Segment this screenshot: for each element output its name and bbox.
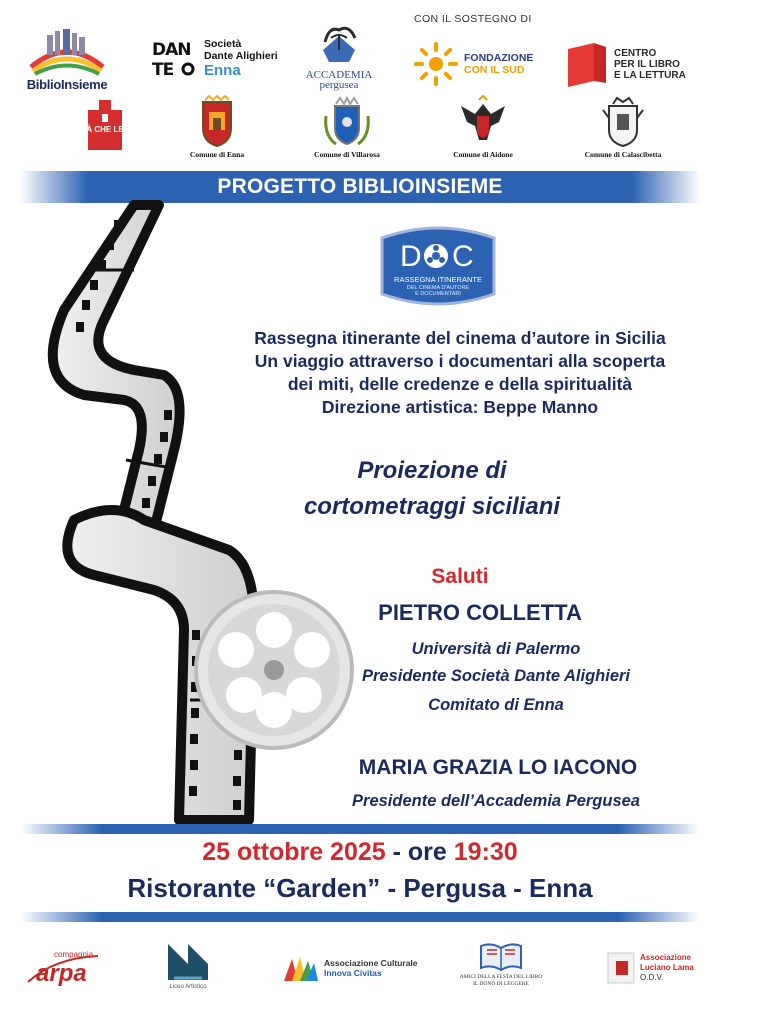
dante-line3: Enna	[204, 61, 241, 79]
lama-line1: Associazione	[640, 953, 692, 962]
speaker1-role1: Università di Palermo	[411, 640, 581, 658]
comune-villarosa	[292, 96, 402, 168]
accademia-line2: pergusea	[319, 79, 359, 91]
amici-line1: AMICI DELLA FESTA DEL LIBRO	[459, 974, 543, 980]
proiezione-line1: Proiezione di	[357, 457, 507, 484]
lama-line3: O.D.V.	[640, 973, 664, 982]
accademia-line1: ACCADEMIA	[305, 69, 373, 81]
amici-line2: IL DONO DI LEGGERE	[473, 981, 529, 987]
lama-line2: Luciano Lama	[640, 963, 694, 972]
saluti-heading: Saluti	[431, 565, 489, 588]
innova-civitas-logo	[282, 938, 418, 998]
comune-aidone	[428, 96, 538, 168]
event-date: 25 ottobre 2025	[202, 838, 386, 866]
svg-text:TE: TE	[152, 60, 174, 80]
rassegna-line3: dei miti, delle credenze e della spiritualità	[287, 374, 633, 394]
biblioinsieme-emblem-icon	[25, 27, 109, 75]
event-date-line	[0, 838, 720, 867]
aidone-eagle-icon	[457, 96, 509, 148]
speaker1-name: PIETRO COLLETTA	[378, 600, 582, 625]
doc-left-d: D	[400, 240, 422, 273]
comune-enna-label: Comune di Enna	[189, 150, 245, 159]
title-banner	[20, 171, 700, 203]
centro-line3: E LA LETTURA	[614, 69, 686, 81]
sostegno-label: CON IL SOSTEGNO DI	[414, 13, 532, 25]
event-time: 19:30	[453, 838, 518, 866]
calascibetta-crest-icon	[599, 96, 647, 148]
biblioinsieme-label: BiblioInsieme	[26, 77, 108, 92]
sun-icon	[412, 40, 460, 88]
comune-villarosa-label: Comune di Villarosa	[314, 150, 380, 159]
citta-che-legge-icon	[68, 96, 142, 154]
svg-text:DAN: DAN	[152, 40, 191, 60]
fondazione-line2: CON IL SUD	[464, 64, 525, 76]
speaker2-role: Presidente dell’Accademia Pergusea	[352, 792, 640, 810]
doc-line2: DEL CINEMA D'AUTORE	[406, 285, 470, 291]
doc-line3: E DOCUMENTARI	[415, 291, 461, 297]
luciano-lama-logo	[606, 938, 694, 998]
citta-che-legge-text: CITTÀ CHE LEGGE	[68, 125, 142, 134]
rassegna-line1: Rassegna itinerante del cinema d’autore in Sicilia	[254, 328, 666, 348]
doc-rassegna-logo	[372, 218, 504, 314]
lama-square-icon	[606, 951, 636, 985]
dante-alighieri-logo	[152, 36, 282, 80]
proiezione-line2: cortometraggi siciliani	[303, 493, 561, 520]
liceo-artistico-logo	[160, 938, 216, 998]
rassegna-line4: Direzione artistica: Beppe Manno	[321, 397, 599, 417]
arpa-big-text: arpa	[36, 960, 87, 987]
comune-calascibetta	[568, 96, 678, 168]
centro-per-il-libro-logo	[566, 40, 696, 88]
event-separator: -	[385, 838, 408, 866]
proiezione-heading	[172, 453, 692, 525]
centro-line1: CENTRO	[614, 47, 657, 59]
rassegna-line2: Un viaggio attraverso i documentari alla scoperta	[254, 351, 666, 371]
rassegna-description	[200, 327, 720, 419]
innova-line1: Associazione Culturale	[324, 958, 418, 968]
accademia-tree-icon	[313, 22, 365, 68]
speaker1-role3: Comitato di Enna	[428, 696, 564, 714]
comune-enna	[162, 96, 272, 168]
book-icon	[566, 41, 608, 87]
divider-bottom	[20, 912, 700, 922]
dante-mark-icon	[152, 38, 198, 78]
divider-top	[20, 824, 700, 834]
liceo-label: Liceo Artistico	[169, 984, 207, 990]
comune-aidone-label: Comune di Aidone	[453, 150, 513, 159]
svg-text:C: C	[452, 240, 474, 273]
doc-line1: RASSEGNA ITINERANTE	[394, 275, 482, 284]
dante-line1: Società	[204, 37, 242, 50]
comune-calascibetta-label: Comune di Calascibetta	[584, 150, 662, 159]
enna-crest-icon	[195, 96, 239, 148]
event-ore-label: ore	[407, 838, 447, 866]
open-book-icon	[479, 938, 523, 974]
compagnia-arpa-logo	[24, 938, 104, 998]
liceo-emblem-icon	[160, 938, 216, 984]
innova-hands-icon	[282, 953, 320, 983]
fondazione-con-il-sud-logo	[412, 36, 542, 92]
speaker2-name: MARIA GRAZIA LO IACONO	[358, 756, 638, 779]
event-venue: Ristorante “Garden” - Pergusa - Enna	[127, 873, 593, 903]
biblioinsieme-logo	[22, 18, 112, 92]
speaker1-role2: Presidente Società Dante Alighieri	[361, 667, 631, 685]
villarosa-crest-icon	[322, 96, 372, 148]
accademia-pergusea-logo	[300, 22, 378, 92]
banner-title: PROGETTO BIBLIOINSIEME	[217, 175, 503, 198]
dante-line2: Dante Alighieri	[204, 49, 278, 62]
fondazione-line1: FONDAZIONE	[464, 52, 534, 64]
citta-che-legge-logo	[50, 96, 160, 168]
innova-line2: Innova Civitas	[324, 968, 382, 978]
amici-festa-libro-logo	[446, 938, 556, 998]
arpa-small-text: compagnia	[54, 950, 94, 959]
centro-line2: PER IL LIBRO	[614, 58, 680, 70]
